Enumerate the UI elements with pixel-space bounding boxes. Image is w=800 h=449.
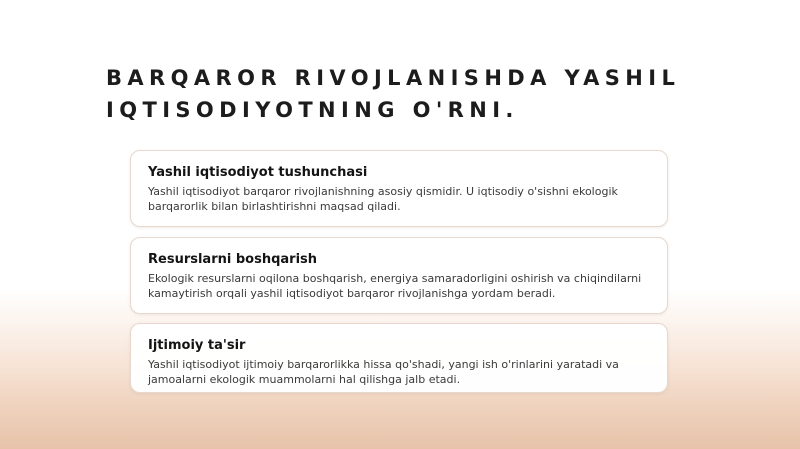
card-body: Yashil iqtisodiyot barqaror rivojlanishning asosiy qismidir. U iqtisodiy o'sishni ekologik barqarorlik bilan birlashtirishni maqsad qiladi. — [148, 185, 618, 213]
info-card-resource-management — [130, 237, 668, 314]
info-card-green-economy — [130, 150, 668, 227]
info-card-social-impact — [130, 323, 668, 393]
card-heading: Yashil iqtisodiyot tushunchasi — [148, 165, 368, 180]
card-body: Ekologik resurslarni oqilona boshqarish, energiya samaradorligini oshirish va chiqindilarni kamaytirish orqali yashil iqtisodiyot barqaror rivojlanishga yordam beradi. — [148, 272, 642, 300]
card-body: Yashil iqtisodiyot ijtimoiy barqarorlikka hissa qo'shadi, yangi ish o'rinlarini yaratadi va jamoalarni ekologik muammolarni hal qilishga jalb etadi. — [148, 358, 619, 386]
card-heading: Resurslarni boshqarish — [148, 252, 318, 267]
card-heading: Ijtimoiy ta'sir — [148, 338, 246, 353]
slide-title: BARQAROR RIVOJLANISHDA YASHIL IQTISODIYOTNING O'RNI. — [106, 66, 681, 122]
